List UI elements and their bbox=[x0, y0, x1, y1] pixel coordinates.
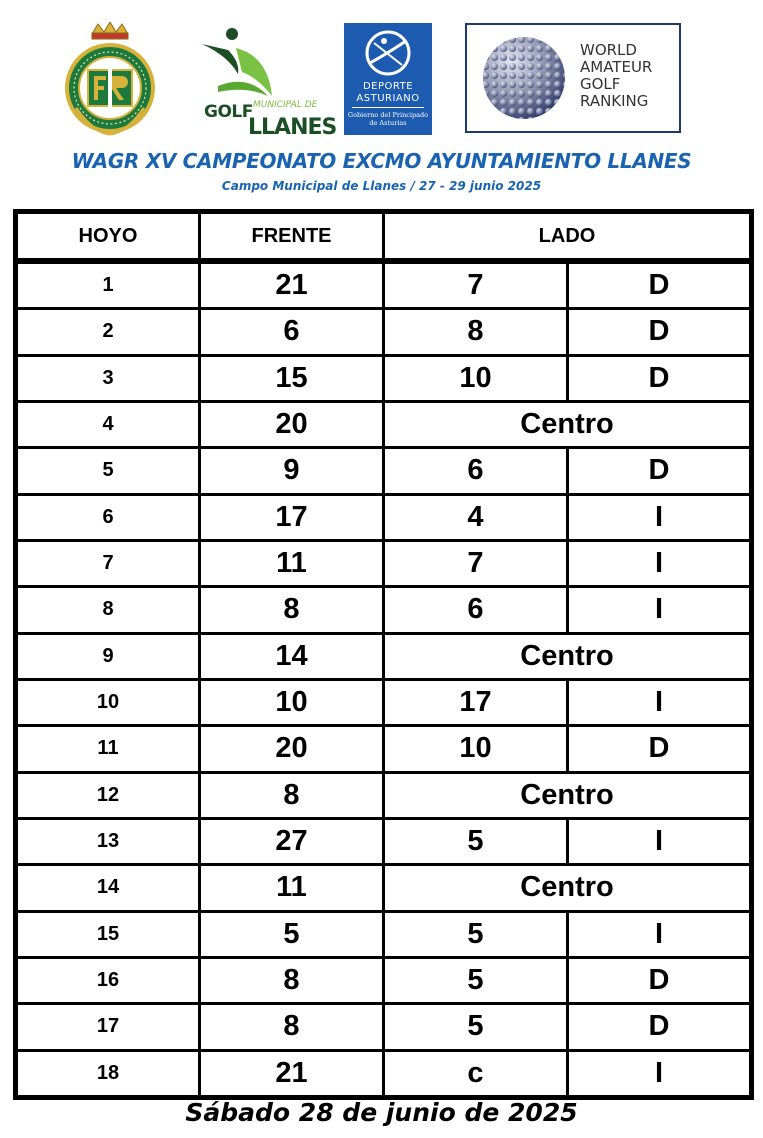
municipal-word: MUNICIPAL DE bbox=[253, 100, 318, 110]
cell-frente: 8 bbox=[200, 1004, 384, 1050]
cell-lado: 7 bbox=[384, 540, 568, 586]
cell-frente: 8 bbox=[200, 957, 384, 1003]
cell-side: D bbox=[568, 309, 752, 355]
cell-lado: 8 bbox=[384, 309, 568, 355]
cell-hoyo: 17 bbox=[16, 1004, 200, 1050]
wagr-line2: AMATEUR bbox=[580, 58, 653, 76]
cell-side: I bbox=[568, 494, 752, 540]
table-row bbox=[16, 261, 752, 309]
cell-lado: 6 bbox=[384, 587, 568, 633]
cell-frente: 20 bbox=[200, 401, 384, 447]
cell-frente: 17 bbox=[200, 494, 384, 540]
cell-lado: 5 bbox=[384, 818, 568, 864]
cell-lado: Centro bbox=[384, 401, 752, 447]
cell-hoyo: 14 bbox=[16, 865, 200, 911]
cell-lado: 4 bbox=[384, 494, 568, 540]
cell-hoyo: 4 bbox=[16, 401, 200, 447]
table-row bbox=[16, 494, 752, 540]
cell-hoyo: 5 bbox=[16, 448, 200, 494]
header-frente: FRENTE bbox=[200, 212, 384, 262]
wagr-line1: WORLD bbox=[580, 41, 637, 59]
deporte-asturiano-logo-icon bbox=[344, 23, 432, 135]
cell-lado: Centro bbox=[384, 633, 752, 679]
cell-side: I bbox=[568, 587, 752, 633]
cell-hoyo: 8 bbox=[16, 587, 200, 633]
cell-side: I bbox=[568, 679, 752, 725]
table-row bbox=[16, 1050, 752, 1097]
table-row bbox=[16, 957, 752, 1003]
cell-hoyo: 2 bbox=[16, 309, 200, 355]
golf-llanes-logo-icon bbox=[198, 26, 337, 140]
cell-side: D bbox=[568, 1004, 752, 1050]
deporte-line3: Gobierno del Principado de Asturias bbox=[347, 111, 429, 127]
cell-side: D bbox=[568, 261, 752, 309]
cell-lado: 5 bbox=[384, 957, 568, 1003]
page-subtitle: Campo Municipal de Llanes / 27 - 29 junio 2025 bbox=[221, 179, 542, 193]
cell-frente: 9 bbox=[200, 448, 384, 494]
table-row bbox=[16, 355, 752, 401]
cell-side: D bbox=[568, 726, 752, 772]
llanes-word: LLANES bbox=[248, 115, 337, 140]
deporte-line2: ASTURIANO bbox=[356, 93, 420, 104]
cell-lado: 5 bbox=[384, 1004, 568, 1050]
page-title: WAGR XV CAMPEONATO EXCMO AYUNTAMIENTO LLANES bbox=[71, 149, 692, 173]
cell-side: I bbox=[568, 1050, 752, 1097]
wagr-golf-ball-icon bbox=[481, 35, 567, 121]
table-row bbox=[16, 540, 752, 586]
table-row bbox=[16, 587, 752, 633]
cell-lado: c bbox=[384, 1050, 568, 1097]
cell-hoyo: 3 bbox=[16, 355, 200, 401]
cell-side: I bbox=[568, 540, 752, 586]
cell-frente: 27 bbox=[200, 818, 384, 864]
cell-hoyo: 11 bbox=[16, 726, 200, 772]
table-row bbox=[16, 726, 752, 772]
table-row bbox=[16, 818, 752, 864]
cell-lado: Centro bbox=[384, 772, 752, 818]
cell-hoyo: 1 bbox=[16, 261, 200, 309]
cell-side: D bbox=[568, 448, 752, 494]
cell-frente: 21 bbox=[200, 1050, 384, 1097]
table-row bbox=[16, 679, 752, 725]
table-row bbox=[16, 401, 752, 447]
header-hoyo: HOYO bbox=[16, 212, 200, 262]
cell-hoyo: 12 bbox=[16, 772, 200, 818]
deporte-line1: DEPORTE bbox=[362, 81, 414, 92]
cell-lado: 17 bbox=[384, 679, 568, 725]
cell-side: D bbox=[568, 355, 752, 401]
divider bbox=[352, 107, 424, 108]
cell-frente: 20 bbox=[200, 726, 384, 772]
pin-positions-table bbox=[13, 209, 754, 1100]
wagr-line4: RANKING bbox=[580, 92, 649, 110]
table-row bbox=[16, 633, 752, 679]
table-row bbox=[16, 865, 752, 911]
cell-hoyo: 6 bbox=[16, 494, 200, 540]
cell-lado: 5 bbox=[384, 911, 568, 957]
table-row bbox=[16, 448, 752, 494]
golf-word: GOLF bbox=[204, 102, 253, 122]
table-row bbox=[16, 911, 752, 957]
cell-frente: 21 bbox=[200, 261, 384, 309]
footer-date: Sábado 28 de junio de 2025 bbox=[185, 1098, 578, 1127]
cell-hoyo: 16 bbox=[16, 957, 200, 1003]
wagr-logo bbox=[465, 23, 681, 133]
cell-lado: Centro bbox=[384, 865, 752, 911]
table-row bbox=[16, 772, 752, 818]
cell-frente: 10 bbox=[200, 679, 384, 725]
cell-frente: 11 bbox=[200, 865, 384, 911]
cell-hoyo: 13 bbox=[16, 818, 200, 864]
cell-hoyo: 7 bbox=[16, 540, 200, 586]
cell-frente: 15 bbox=[200, 355, 384, 401]
real-golf-club-badge-icon bbox=[62, 22, 158, 140]
cell-frente: 6 bbox=[200, 309, 384, 355]
cell-side: D bbox=[568, 957, 752, 1003]
cell-hoyo: 18 bbox=[16, 1050, 200, 1097]
logo-strip bbox=[0, 18, 763, 138]
table-row bbox=[16, 1004, 752, 1050]
wagr-wordmark bbox=[580, 42, 652, 110]
cell-frente: 8 bbox=[200, 772, 384, 818]
cell-frente: 11 bbox=[200, 540, 384, 586]
cell-frente: 8 bbox=[200, 587, 384, 633]
cell-hoyo: 10 bbox=[16, 679, 200, 725]
cell-side: I bbox=[568, 818, 752, 864]
cell-lado: 10 bbox=[384, 726, 568, 772]
table-row bbox=[16, 309, 752, 355]
cell-lado: 10 bbox=[384, 355, 568, 401]
cell-hoyo: 9 bbox=[16, 633, 200, 679]
cell-hoyo: 15 bbox=[16, 911, 200, 957]
cell-side: I bbox=[568, 911, 752, 957]
cell-frente: 5 bbox=[200, 911, 384, 957]
cell-frente: 14 bbox=[200, 633, 384, 679]
cell-lado: 6 bbox=[384, 448, 568, 494]
header-lado: LADO bbox=[384, 212, 752, 262]
table-header-row bbox=[16, 212, 752, 262]
cell-lado: 7 bbox=[384, 261, 568, 309]
wagr-line3: GOLF bbox=[580, 75, 621, 93]
